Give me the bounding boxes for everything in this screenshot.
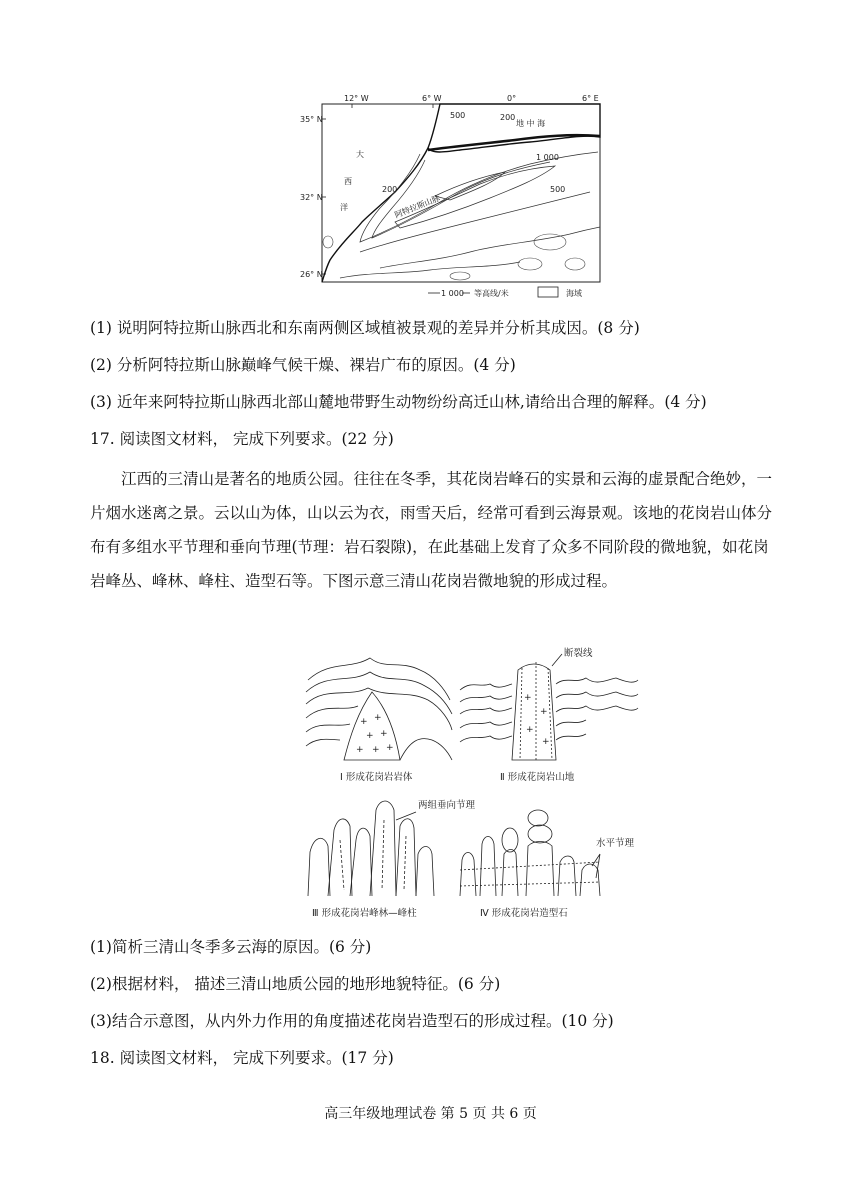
panel-3-caption: Ⅲ 形成花岗岩峰林—峰柱 — [312, 908, 417, 919]
contour-label-0: 200 — [500, 113, 516, 122]
svg-text:+: + — [542, 737, 550, 747]
ocean-char-2: 洋 — [340, 203, 348, 212]
granite-figure — [300, 640, 640, 925]
svg-text:+: + — [372, 745, 380, 755]
q16-item-3: (3) 近年来阿特拉斯山脉西北部山麓地带野生动物纷纷高迁山林,请给出合理的解释。(4 分) — [90, 393, 707, 411]
lat-label-2: 26° N — [300, 270, 323, 279]
range-label: 阿特拉斯山脉 — [393, 193, 442, 220]
panel-2-caption: Ⅱ 形成花岗岩山地 — [500, 772, 575, 783]
q17-question-1: (1)简析三清山冬季多云海的原因。(6 分) — [90, 938, 372, 956]
lon-label-1: 6° W — [422, 94, 442, 103]
q17-paragraph: 江西的三清山是著名的地质公园。往往在冬季，其花岗岩峰石的实景和云海的虚景配合绝妙，一片烟水迷离之景。云以山为体，山以云为衣，雨雪天后，经常可看到云海景观。该地的花岗岩山体分布有多组水平节理和垂向节理(节理：岩石裂隙)，在此基础上发育了众多不同阶段的微地貌，如花岗岩峰丛、峰林、峰柱、造型石等。下图示意三清山花岗岩微地貌的形成过程。 — [90, 470, 773, 590]
svg-text:+: + — [356, 745, 364, 755]
annotation-vertical-joints: 两组垂向节理 — [418, 800, 476, 811]
legend-contour-sample: 1 000 — [441, 289, 464, 298]
panel-3-drawing — [308, 801, 434, 896]
svg-text:+: + — [380, 729, 388, 739]
svg-text:+: + — [360, 717, 368, 727]
panel-1-caption: Ⅰ 形成花岗岩岩体 — [340, 772, 413, 783]
lon-label-0: 12° W — [344, 94, 369, 103]
contour-label-1: 500 — [450, 111, 466, 120]
svg-text:+: + — [374, 713, 382, 723]
svg-text:+: + — [540, 707, 548, 717]
q16-item-1: (1) 说明阿特拉斯山脉西北和东南两侧区域植被景观的差异并分析其成因。(8 分) — [90, 319, 640, 337]
q17-question-2: (2)根据材料， 描述三清山地质公园的地形地貌特征。(6 分) — [90, 975, 501, 993]
lat-label-0: 35° N — [300, 115, 323, 124]
legend-contour: 等高线/米 — [474, 289, 509, 298]
svg-text:+: + — [526, 725, 534, 735]
q17-heading: 17. 阅读图文材料， 完成下列要求。(22 分) — [90, 430, 394, 448]
panel-4-caption: Ⅳ 形成花岗岩造型石 — [480, 908, 568, 919]
contour-label-2: 1 000 — [536, 153, 559, 162]
lon-label-2: 0° — [507, 94, 517, 103]
contour-label-4: 200 — [382, 185, 398, 194]
ocean-char-0: 大 — [356, 150, 364, 159]
annotation-horizontal-joints: 水平节理 — [596, 838, 635, 849]
ocean-char-1: 西 — [344, 177, 352, 186]
legend-sea: 海域 — [566, 289, 582, 298]
legend-sea-swatch — [538, 287, 558, 297]
svg-text:+: + — [524, 693, 532, 703]
q17-question-3: (3)结合示意图，从内外力作用的角度描述花岗岩造型石的形成过程。(10 分) — [90, 1012, 614, 1030]
page-footer: 高三年级地理试卷 第 5 页 共 6 页 — [324, 1106, 537, 1122]
sea-label: 地 中 海 — [516, 119, 546, 128]
q18-heading: 18. 阅读图文材料， 完成下列要求。(17 分) — [90, 1049, 394, 1067]
svg-text:+: + — [386, 743, 394, 753]
annotation-fault-line: 断裂线 — [564, 648, 593, 659]
q16-item-2: (2) 分析阿特拉斯山脉巅峰气候干燥、裸岩广布的原因。(4 分) — [90, 356, 516, 374]
lon-label-3: 6° E — [582, 94, 599, 103]
atlas-map — [300, 92, 610, 304]
panel-4-drawing — [460, 810, 600, 896]
contour-label-3: 500 — [550, 185, 566, 194]
svg-text:+: + — [366, 731, 374, 741]
lat-label-1: 32° N — [300, 193, 323, 202]
